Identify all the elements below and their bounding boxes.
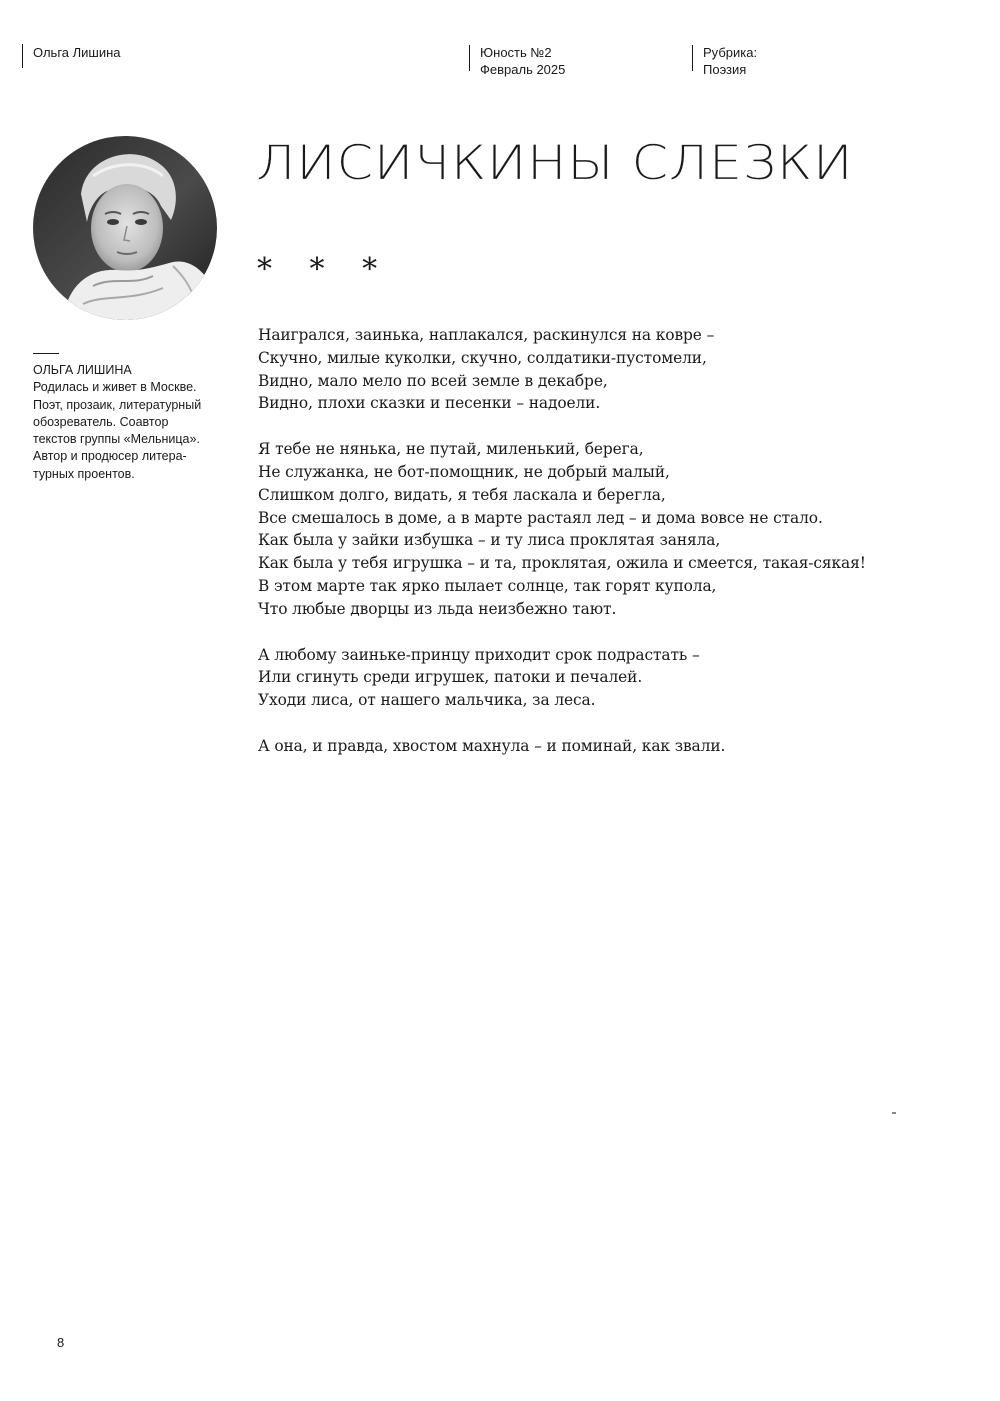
verse-line: Как была у зайки избушка – и ту лиса проклятая заняла, xyxy=(258,531,721,550)
verse-line: Все смешалось в доме, а в марте растаял лед – и дома вовсе не стало. xyxy=(258,508,823,527)
header-rubric xyxy=(692,44,757,78)
verse-line: Слишком долго, видать, я тебя ласкала и берегла, xyxy=(258,485,666,504)
header-issue xyxy=(469,44,565,78)
verse-line: Уходи лиса, от нашего мальчика, за леса. xyxy=(258,691,596,710)
section-asterisks: * * * xyxy=(257,252,392,287)
verse-line: А она, и правда, хвостом махнула – и поминай, как звали. xyxy=(258,736,726,755)
bio-name: ОЛЬГА ЛИШИНА xyxy=(33,363,132,377)
verse-line: Я тебе не нянька, не путай, миленький, берега, xyxy=(258,440,644,459)
page-number: 8 xyxy=(57,1335,65,1350)
bio-line: текстов группы «Мельница». xyxy=(33,432,200,447)
header-author xyxy=(22,44,121,61)
author-bio xyxy=(33,362,238,483)
bio-line: турных проентов. xyxy=(33,466,135,481)
header-divider xyxy=(692,45,693,71)
header-divider xyxy=(469,45,470,71)
stanza xyxy=(258,644,958,712)
verse-line: Видно, плохи сказки и песенки – надоели. xyxy=(258,394,601,413)
header-issue-number: Юность №2 xyxy=(480,45,552,60)
stanza xyxy=(258,438,958,620)
verse-line: Что любые дворцы из льда неизбежно тают. xyxy=(258,599,617,618)
verse-line: Как была у тебя игрушка – и та, проклятая, ожила и смеется, такая-сякая! xyxy=(258,554,866,573)
print-speck xyxy=(892,1112,896,1114)
bio-divider xyxy=(33,353,59,354)
verse-line: Скучно, милые куколки, скучно, солдатики-пустомели, xyxy=(258,348,707,367)
author-portrait xyxy=(33,136,217,320)
stanza xyxy=(258,735,958,758)
bio-line: Родилась и живет в Москве. xyxy=(33,380,197,395)
stanza xyxy=(258,324,958,415)
bio-line: обозреватель. Соавтор xyxy=(33,414,169,429)
verse-line: Не служанка, не бот-помощник, не добрый малый, xyxy=(258,462,670,481)
poem-title: ЛИСИЧКИНЫ СЛЕЗКИ xyxy=(256,136,854,191)
header-issue-date: Февраль 2025 xyxy=(480,62,566,77)
verse-line: А любому заиньке-принцу приходит срок подрастать – xyxy=(258,645,700,664)
verse-line: В этом марте так ярко пылает солнце, так горят купола, xyxy=(258,576,717,595)
bio-line: Поэт, прозаик, литературный xyxy=(33,397,202,412)
verse-line: Наигрался, заинька, наплакался, раскинулся на ковре – xyxy=(258,326,715,344)
header-divider xyxy=(22,44,23,68)
header-author-name: Ольга Лишина xyxy=(33,45,121,60)
verse-line: Видно, мало мело по всей земле в декабре, xyxy=(258,371,608,390)
header-rubric-value: Поэзия xyxy=(703,62,747,77)
bio-line: Автор и продюсер литера- xyxy=(33,449,187,464)
poem-body xyxy=(258,324,958,781)
header-rubric-label: Рубрика: xyxy=(703,45,758,60)
verse-line: Или сгинуть среди игрушек, патоки и печалей. xyxy=(258,668,643,687)
portrait-image xyxy=(33,136,217,320)
